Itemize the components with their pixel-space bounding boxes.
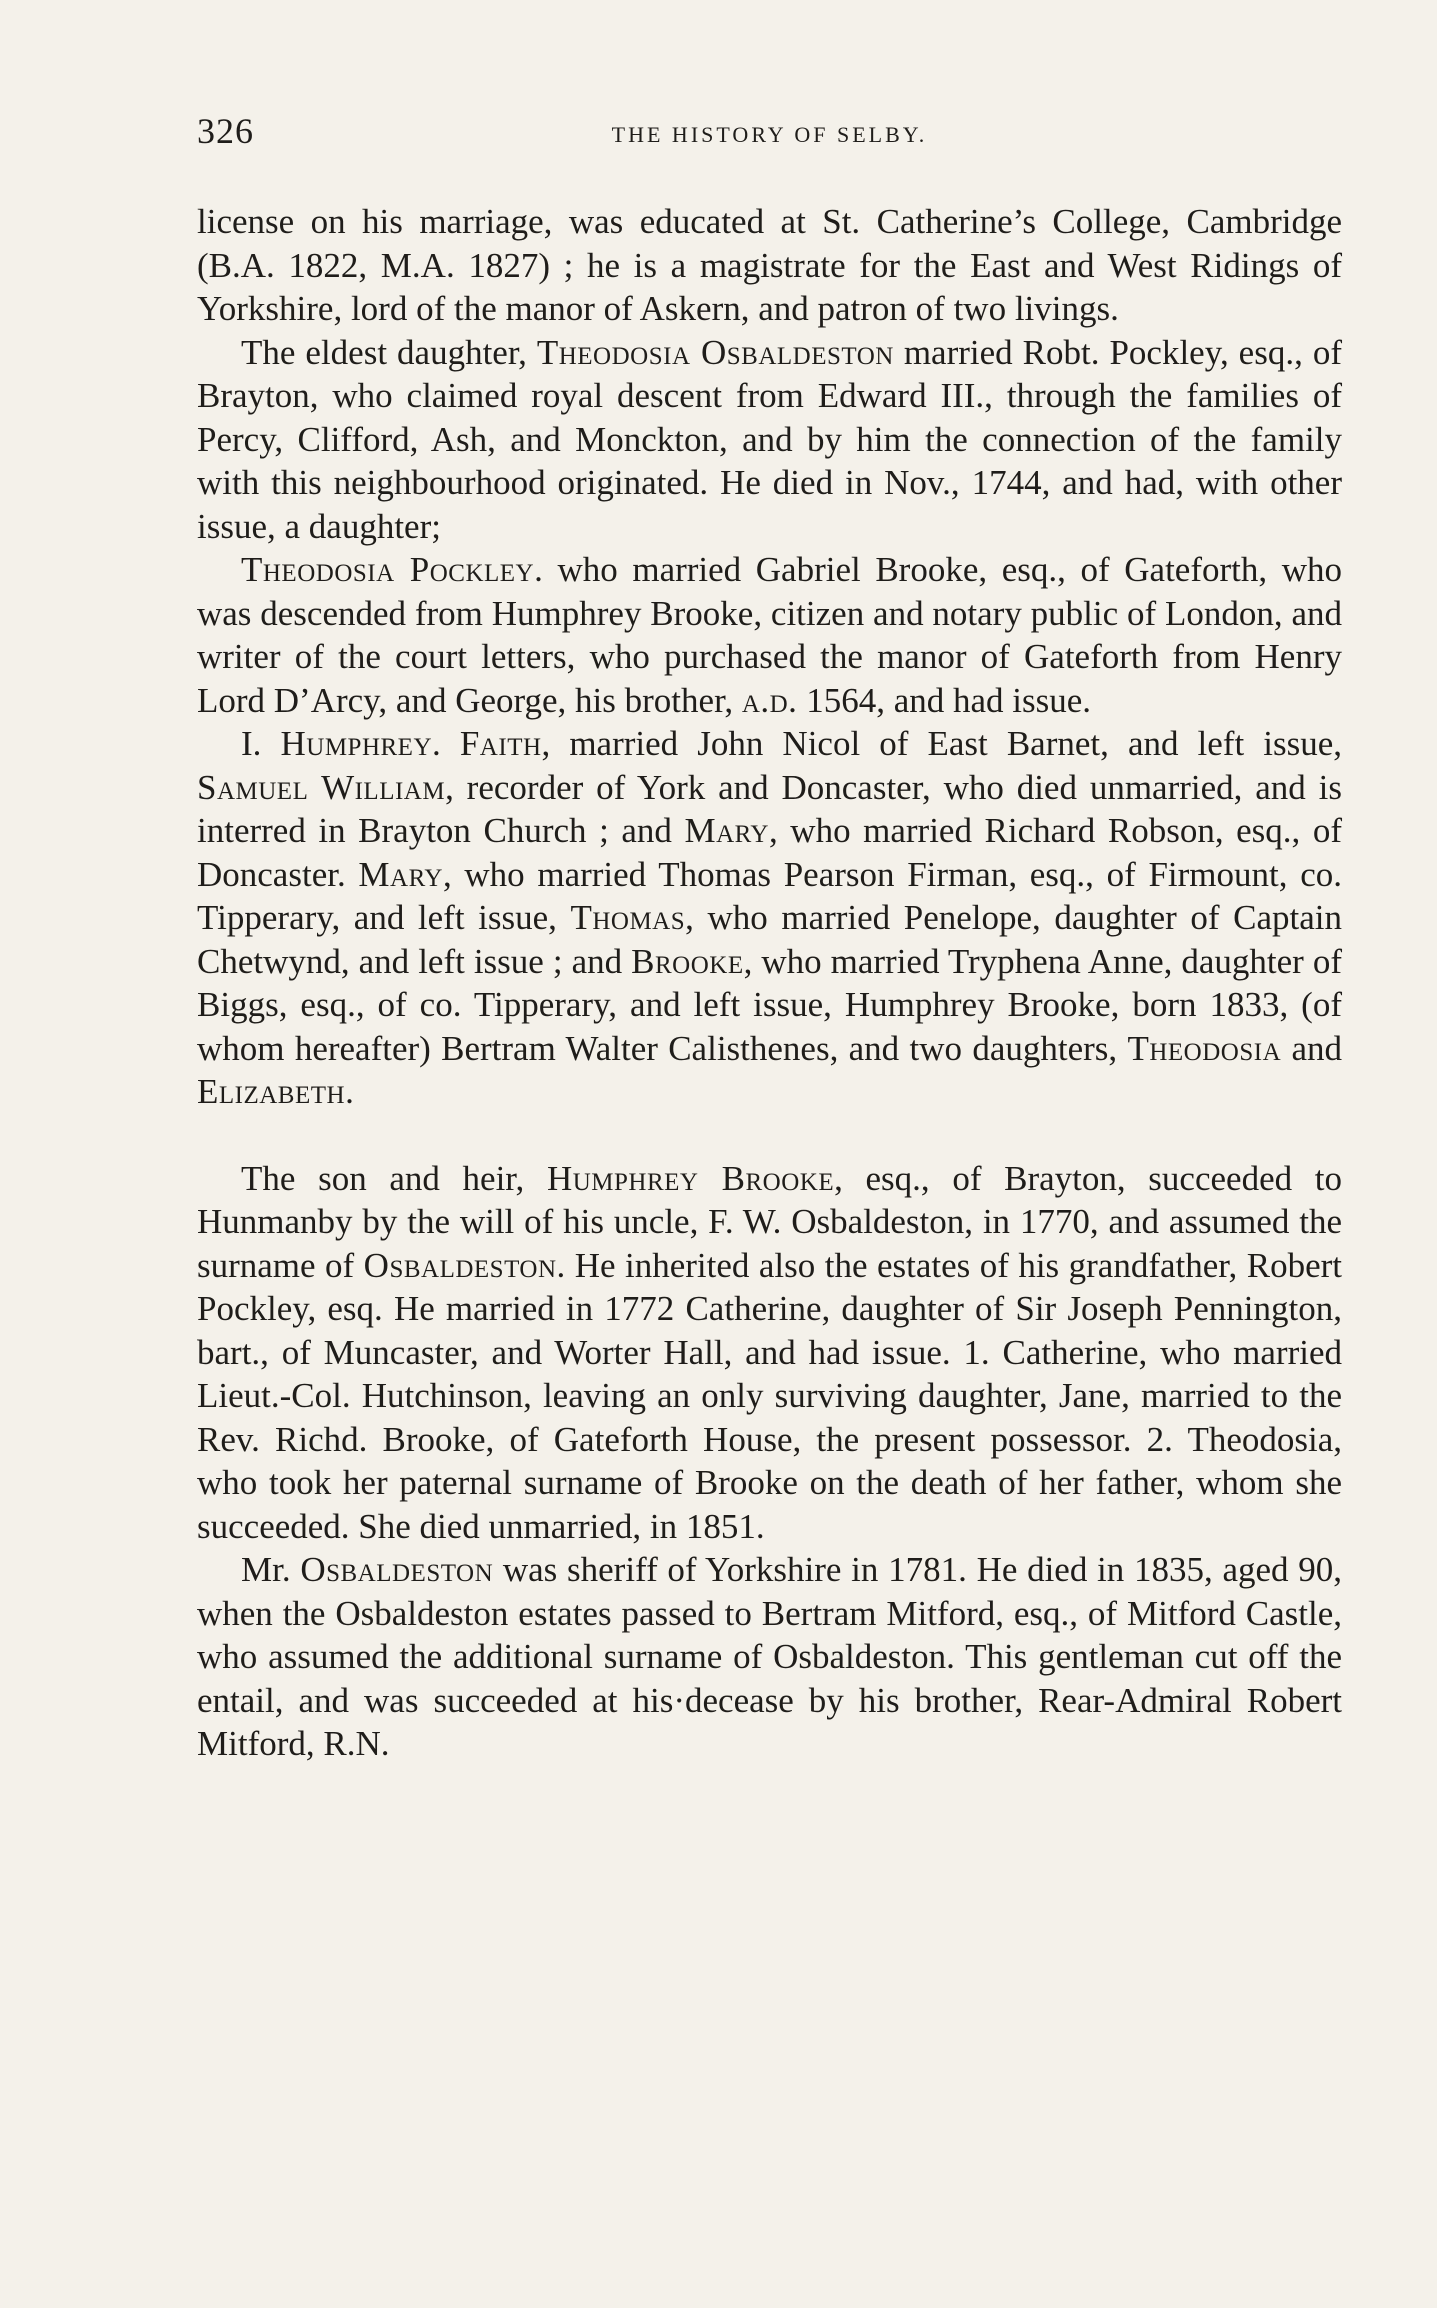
text-run: , recorder of York and Doncaster, who died unmarried, and is interred in Brayton Church ; and — [197, 767, 1342, 850]
paragraph-5 — [197, 1157, 1342, 1549]
small-caps-name: Brooke — [631, 941, 744, 981]
running-title: THE HISTORY OF SELBY. — [611, 122, 928, 147]
text-run: . — [432, 724, 460, 763]
body-text — [197, 200, 1342, 1766]
small-caps-name: Humphrey Brooke — [546, 1158, 835, 1198]
text-run: , married John Nicol of East Barnet, and left issue, — [541, 724, 1343, 763]
small-caps-name: Mary — [684, 811, 769, 850]
page-number: 326 — [197, 111, 254, 151]
text-run: was sheriff of Yorkshire in 1781. He died in 1835, aged 90, when the Osbaldeston estates passed to Bertram Mitford, esq., of Mitford Castle, who assumed the additional surname of Osbaldeston. This gentleman cut off the entail, and was succeeded at his·decease by his brother, Rear-Admiral Robert Mitford, R.N. — [197, 1550, 1342, 1763]
text-run: Mr. — [241, 1550, 301, 1589]
text-run: and — [1281, 1028, 1342, 1068]
text-run: I. — [241, 724, 281, 763]
paragraph-1 — [197, 200, 1342, 331]
text-run: 1564, and had issue. — [797, 680, 1092, 720]
text-run: married Robt. Pockley, esq., of Brayton, who claimed royal descent from Edward III., through the families of Percy, Clifford, Ash, and Monckton, and by him the connection of the family with this neighbourhood originated. He died in Nov., 1744, and had, with other issue, a daughter; — [197, 332, 1342, 546]
text-run: The eldest daughter, — [241, 332, 537, 372]
small-caps-name: Humphrey — [280, 724, 433, 763]
small-caps-name: Elizabeth — [197, 1072, 346, 1111]
small-caps-name: Mary — [358, 854, 443, 894]
small-caps-name: Theodosia Osbaldeston — [536, 332, 894, 372]
text-run: . who married Gabriel Brooke, esq., of Gateforth, who was descended from Humphrey Brooke, citizen and notary public of London, and writer of the court letters, who purchased the manor of Gateforth from Henry Lord D’Arcy, and George, his brother, — [197, 550, 1342, 720]
text-run: . He inherited also the estates of his grandfather, Robert Pockley, esq. He married in 1772 Catherine, daughter of Sir Joseph Pennington, bart., of Muncaster, and Worter Hall, and had issue. 1. Catherine, who married Lieut.-Col. Hutchinson, leaving an only surviving daughter, Jane, married to the Rev. Richd. Brooke, of Gateforth House, the present possessor. 2. Theodosia, who took her paternal surname of Brooke on the death of her father, whom she succeeded. She died unmarried, in 1851. — [197, 1245, 1342, 1546]
paragraph-3 — [197, 548, 1342, 722]
small-caps-name: a.d. — [741, 680, 798, 720]
small-caps-name: Osbaldeston — [300, 1550, 494, 1589]
small-caps-name: Osbaldeston — [363, 1245, 557, 1285]
page-header — [197, 110, 1342, 160]
small-caps-name: Faith — [459, 724, 542, 763]
paragraph-4 — [197, 722, 1342, 1114]
text-run: , esq., of Brayton, succeeded to Hunmanby by the will of his uncle, F. W. Osbaldeston, in 1770, and assumed the surname of — [197, 1158, 1342, 1285]
paragraph-2 — [197, 331, 1342, 549]
text-run: , who married Richard Robson, esq., of Doncaster. — [197, 811, 1342, 894]
text-run: The son and heir, — [241, 1158, 547, 1198]
text-run: , who married Tryphena Anne, daughter of Biggs, esq., of co. Tipperary, and left issue, Humphrey Brooke, born 1833, (of whom hereafter) Bertram Walter Calisthenes, and two daughters, — [197, 941, 1342, 1068]
small-caps-name: Thomas — [570, 898, 686, 937]
text-run: . — [345, 1072, 354, 1111]
text-run: , who married Thomas Pearson Firman, esq., of Firmount, co. Tipperary, and left issue, — [197, 854, 1342, 937]
small-caps-name: Samuel William — [197, 767, 446, 807]
small-caps-name: Theodosia Pockley — [241, 550, 535, 589]
small-caps-name: Theodosia — [1127, 1028, 1282, 1068]
text-run: license on his marriage, was educated at St. Catherine’s College, Cambridge (B.A. 1822, M.A. 1827) ; he is a magistrate for the East and West Ridings of Yorkshire, lord of the manor of Askern, and patron of two livings. — [197, 202, 1342, 328]
text-run: , who married Penelope, daughter of Captain Chetwynd, and left issue ; and — [197, 898, 1342, 981]
paragraph-6 — [197, 1548, 1342, 1766]
